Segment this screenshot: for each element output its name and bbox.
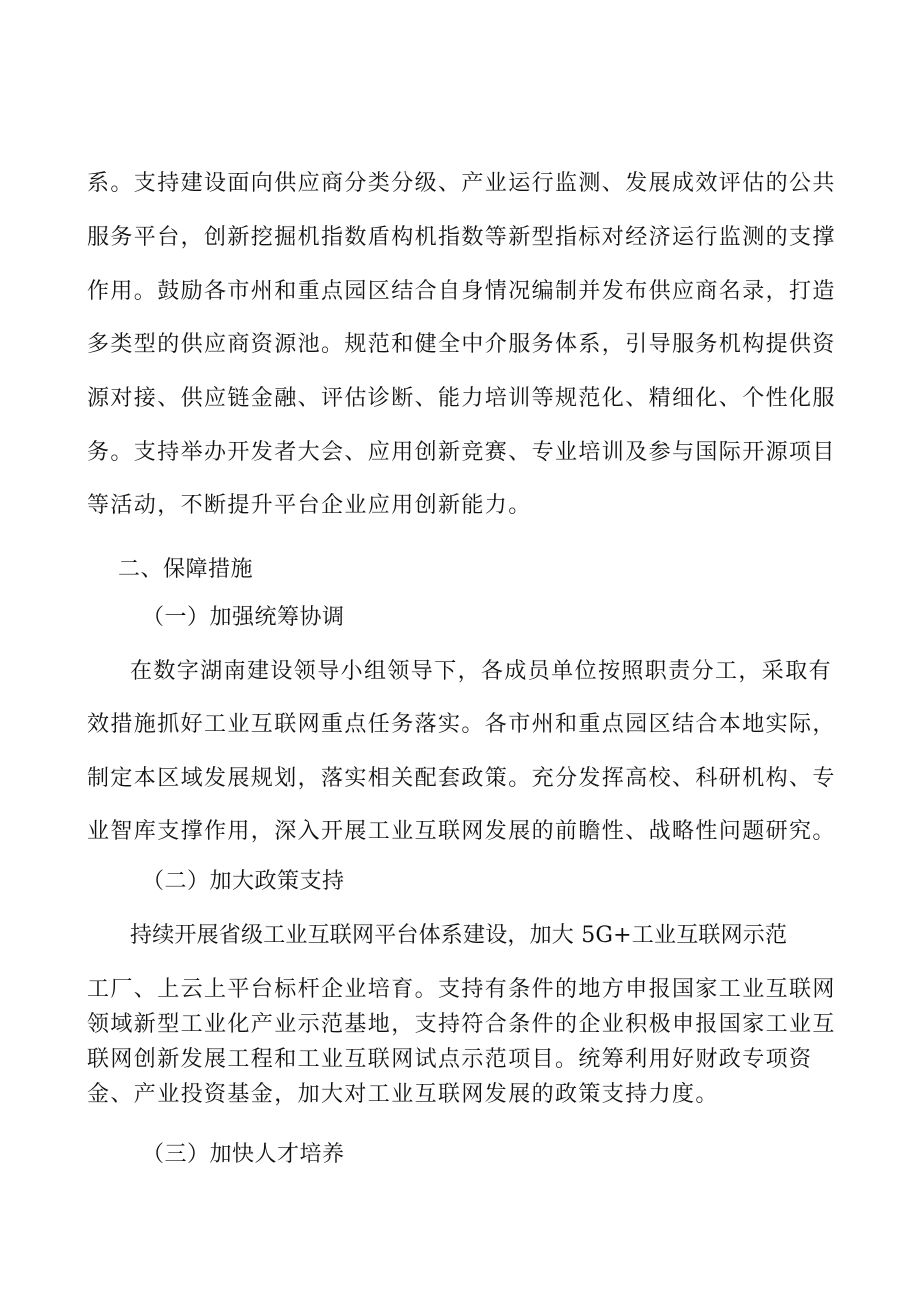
subsection-1-line-2: 效措施抓好工业互联网重点任务落实。各市州和重点园区结合本地实际，	[87, 712, 836, 737]
paragraph-1-line-7: 等活动，不断提升平台企业应用创新能力。	[87, 493, 532, 518]
subsection-1-line-1: 在数字湖南建设领导小组领导下，各成员单位按照职责分工，采取有	[130, 659, 833, 684]
subsection-2-line-1: 持续开展省级工业互联网平台体系建设，加大 5G+工业互联网示范	[130, 923, 788, 948]
paragraph-1-line-6: 务。支持举办开发者大会、应用创新竞赛、专业培训及参与国际开源项目	[87, 440, 836, 465]
subsection-1-line-4: 业智库支撑作用，深入开展工业互联网发展的前瞻性、战略性问题研究。	[87, 819, 836, 844]
subsection-2-line-3: 领域新型工业化产业示范基地，支持符合条件的企业积极申报国家工业互	[87, 1012, 836, 1037]
paragraph-1-line-2: 服务平台，创新挖掘机指数盾构机指数等新型指标对经济运行监测的支撑	[87, 225, 836, 250]
paragraph-1-line-4: 多类型的供应商资源池。规范和健全中介服务体系，引导服务机构提供资	[87, 332, 836, 357]
paragraph-1-line-5: 源对接、供应链金融、评估诊断、能力培训等规范化、精细化、个性化服	[87, 386, 836, 411]
subsection-1-line-3: 制定本区域发展规划，落实相关配套政策。充分发挥高校、科研机构、专	[87, 766, 836, 791]
subsection-3-title: （三）加快人才培养	[142, 1142, 345, 1167]
section-heading: 二、保障措施	[118, 557, 254, 582]
subsection-2-line-4: 联网创新发展工程和工业互联网试点示范项目。统筹利用好财政专项资	[87, 1047, 813, 1072]
paragraph-1-line-3: 作用。鼓励各市州和重点园区结合自身情况编制并发布供应商名录，打造	[87, 279, 836, 304]
subsection-2-line-5: 金、产业投资基金，加大对工业互联网发展的政策支持力度。	[87, 1082, 719, 1107]
paragraph-1-line-1: 系。支持建设面向供应商分类分级、产业运行监测、发展成效评估的公共	[87, 171, 836, 196]
subsection-1-title: （一）加强统筹协调	[142, 605, 345, 630]
subsection-2-line-2: 工厂、上云上平台标杆企业培育。支持有条件的地方申报国家工业互联网	[87, 977, 836, 1002]
subsection-2-title: （二）加大政策支持	[142, 869, 345, 894]
